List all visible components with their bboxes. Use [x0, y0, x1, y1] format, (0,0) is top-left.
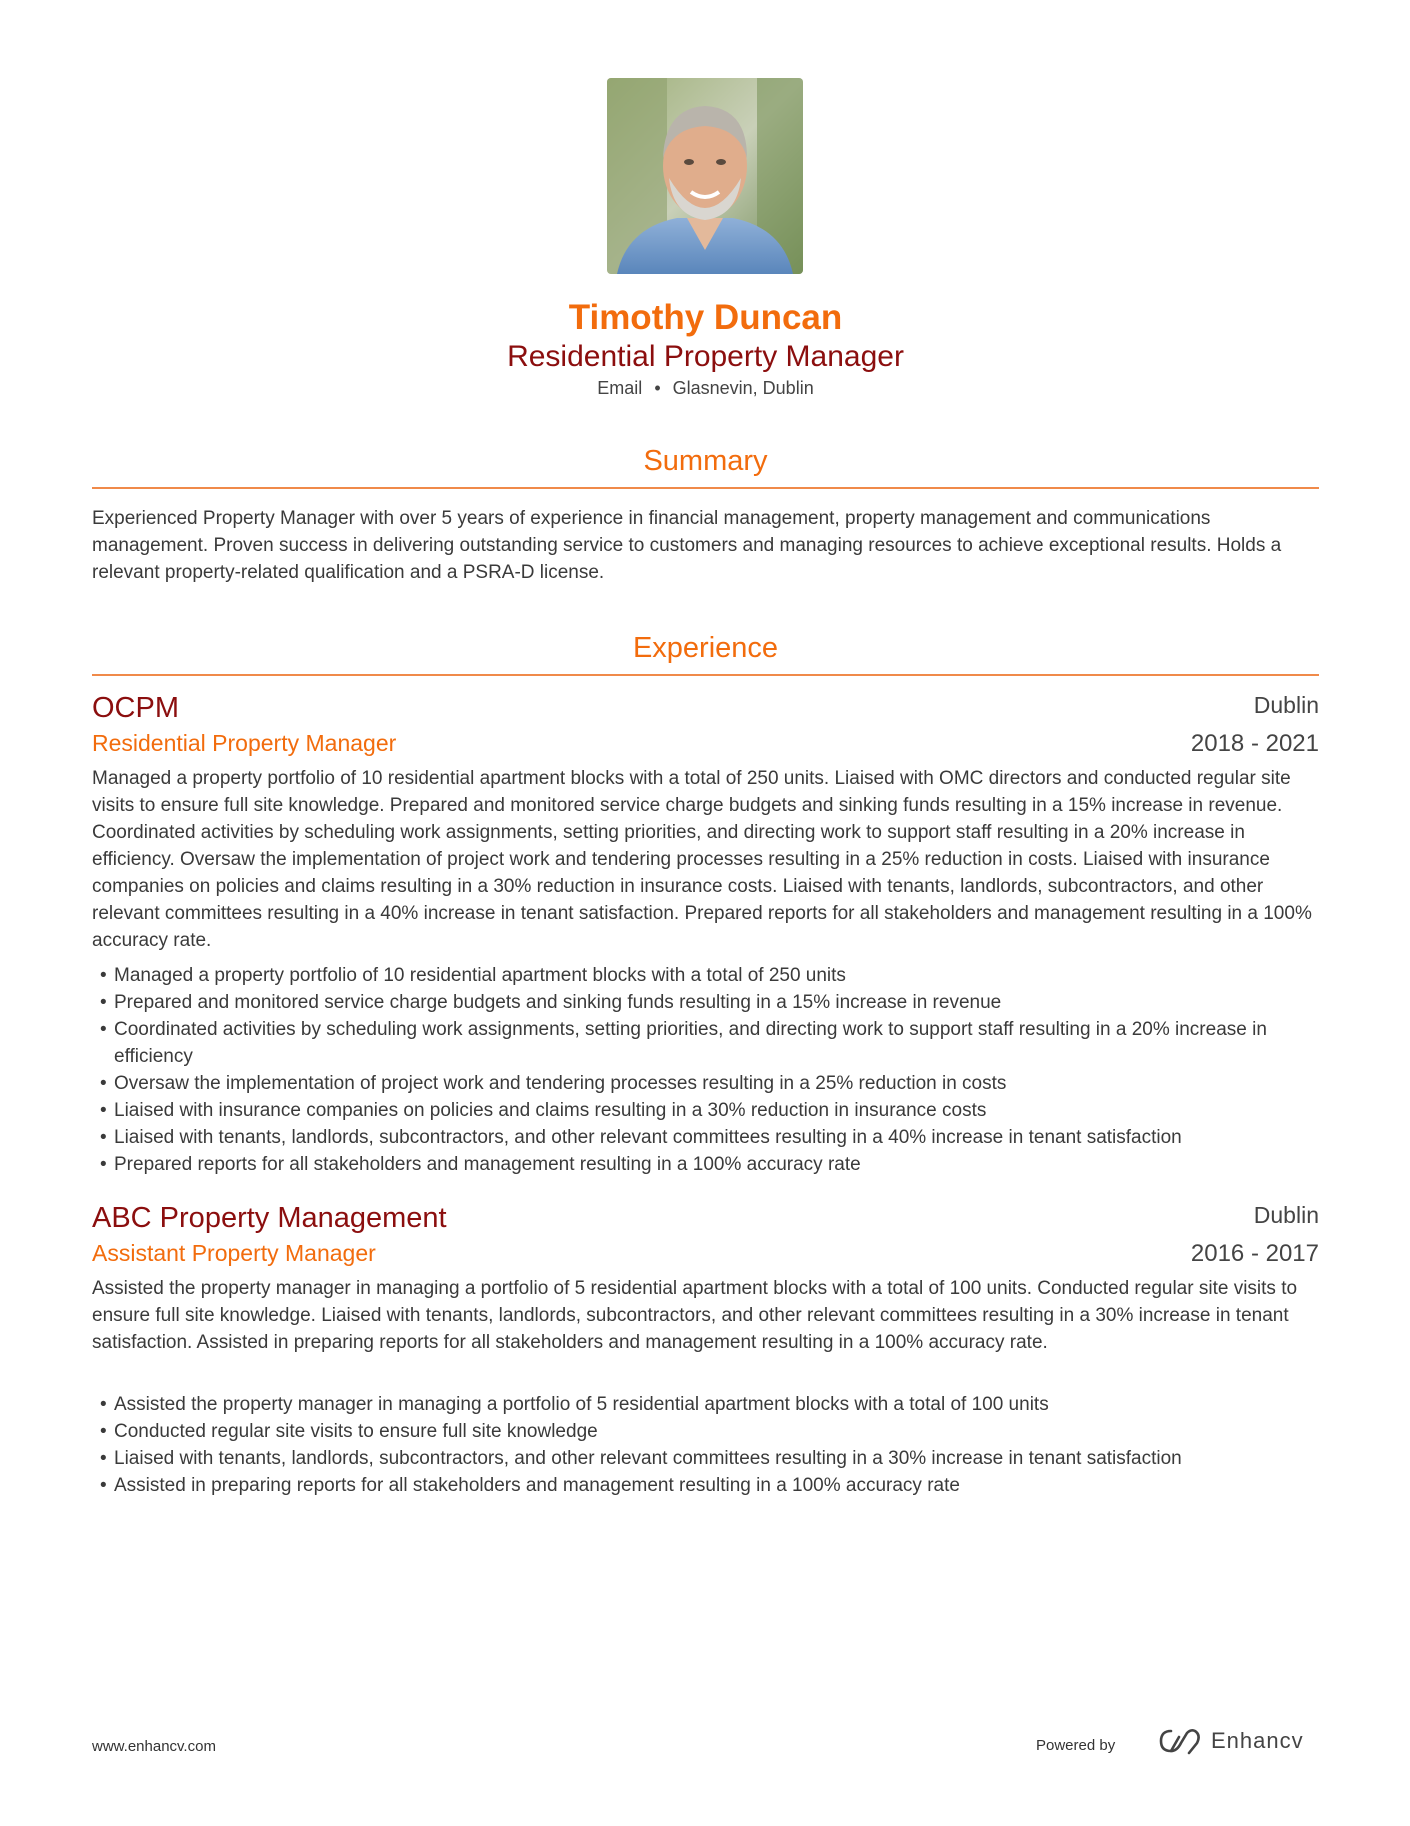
contact-email[interactable]: Email	[597, 378, 643, 398]
job-company: OCPM	[92, 692, 179, 724]
summary-heading: Summary	[643, 445, 768, 477]
candidate-name: Timothy Duncan	[568, 298, 843, 337]
experience-divider	[92, 674, 1319, 676]
job-bullet: • Assisted in preparing reports for all stakeholders and management resulting in a 100% accuracy rate	[92, 1472, 1319, 1499]
job-bullet: • Managed a property portfolio of 10 residential apartment blocks with a total of 250 units	[92, 962, 1319, 989]
portrait-image	[607, 78, 803, 274]
footer-url[interactable]: www.enhancv.com	[92, 1738, 216, 1755]
contact-line	[92, 378, 1319, 399]
job-role: Assistant Property Manager	[92, 1240, 376, 1266]
job-bullet: • Liaised with tenants, landlords, subcontractors, and other relevant committees resulting in a 40% increase in tenant satisfaction	[92, 1124, 1319, 1151]
enhancv-logo-icon	[1157, 1727, 1203, 1755]
experience-heading: Experience	[632, 632, 779, 664]
job-description: Assisted the property manager in managing a portfolio of 5 residential apartment blocks with a total of 100 units. Conducted regular site visits to ensure full site knowledge. Liaised with tenants, landlords, subcontractors, and other relevant committees resulting in a 30% increase in tenant satisfaction. Assisted in preparing reports for all stakeholders and management resulting in a 100% accuracy rate.	[92, 1278, 1298, 1353]
job-bullet: • Liaised with insurance companies on policies and claims resulting in a 30% reduction in insurance costs	[92, 1097, 1319, 1124]
job-bullet: • Oversaw the implementation of project work and tendering processes resulting in a 25% reduction in costs	[92, 1070, 1319, 1097]
job-role: Residential Property Manager	[92, 730, 397, 756]
job-bullet: • Coordinated activities by scheduling work assignments, setting priorities, and directing work to support staff resulting in a 20% increase in efficiency	[92, 1016, 1319, 1070]
job-dates: 2018 - 2021	[1190, 730, 1319, 757]
job-bullet: • Conducted regular site visits to ensure full site knowledge	[92, 1418, 1319, 1445]
job-dates: 2016 - 2017	[1190, 1240, 1319, 1267]
job-bullet: • Assisted the property manager in managing a portfolio of 5 residential apartment blocks with a total of 100 units	[92, 1391, 1319, 1418]
job-bullet: • Prepared and monitored service charge budgets and sinking funds resulting in a 15% increase in revenue	[92, 989, 1319, 1016]
job-bullet-list	[92, 962, 1319, 1178]
job-location: Dublin	[1253, 692, 1319, 718]
contact-location: Glasnevin, Dublin	[672, 378, 814, 398]
powered-by-label: Powered by	[1036, 1737, 1116, 1754]
job-company: ABC Property Management	[92, 1202, 447, 1234]
resume-page	[92, 0, 1319, 1826]
job-location: Dublin	[1253, 1202, 1319, 1228]
profile-photo	[607, 78, 803, 274]
job-bullet-list	[92, 1391, 1319, 1499]
candidate-title: Residential Property Manager	[507, 340, 904, 373]
job-bullet: • Prepared reports for all stakeholders and management resulting in a 100% accuracy rate	[92, 1151, 1319, 1178]
contact-separator: •	[654, 378, 661, 398]
job-description: Managed a property portfolio of 10 residential apartment blocks with a total of 250 units. Liaised with OMC directors and conducted regular site visits to ensure full site knowledge. Prepared and monitored service charge budgets and sinking funds resulting in a 15% increase in revenue. Coordinated activities by scheduling work assignments, setting priorities, and directing work to support staff resulting in a 20% increase in efficiency. Oversaw the implementation of project work and tendering processes resulting in a 25% reduction in costs. Liaised with insurance companies on policies and claims resulting in a 30% reduction in insurance costs. Liaised with tenants, landlords, subcontractors, and other relevant committees resulting in a 40% increase in tenant satisfaction. Prepared reports for all stakeholders and management resulting in a 100% accuracy rate.	[92, 768, 1312, 951]
summary-text: Experienced Property Manager with over 5 years of experience in financial management, property management and communications management. Proven success in delivering outstanding service to customers and managing resources to achieve exceptional results. Holds a relevant property-related qualification and a PSRA-D license.	[92, 508, 1282, 583]
enhancv-brand[interactable]	[1157, 1727, 1304, 1755]
job-bullet: • Liaised with tenants, landlords, subcontractors, and other relevant committees resulting in a 30% increase in tenant satisfaction	[92, 1445, 1319, 1472]
summary-divider	[92, 487, 1319, 489]
enhancv-wordmark: Enhancv	[1211, 1728, 1304, 1753]
